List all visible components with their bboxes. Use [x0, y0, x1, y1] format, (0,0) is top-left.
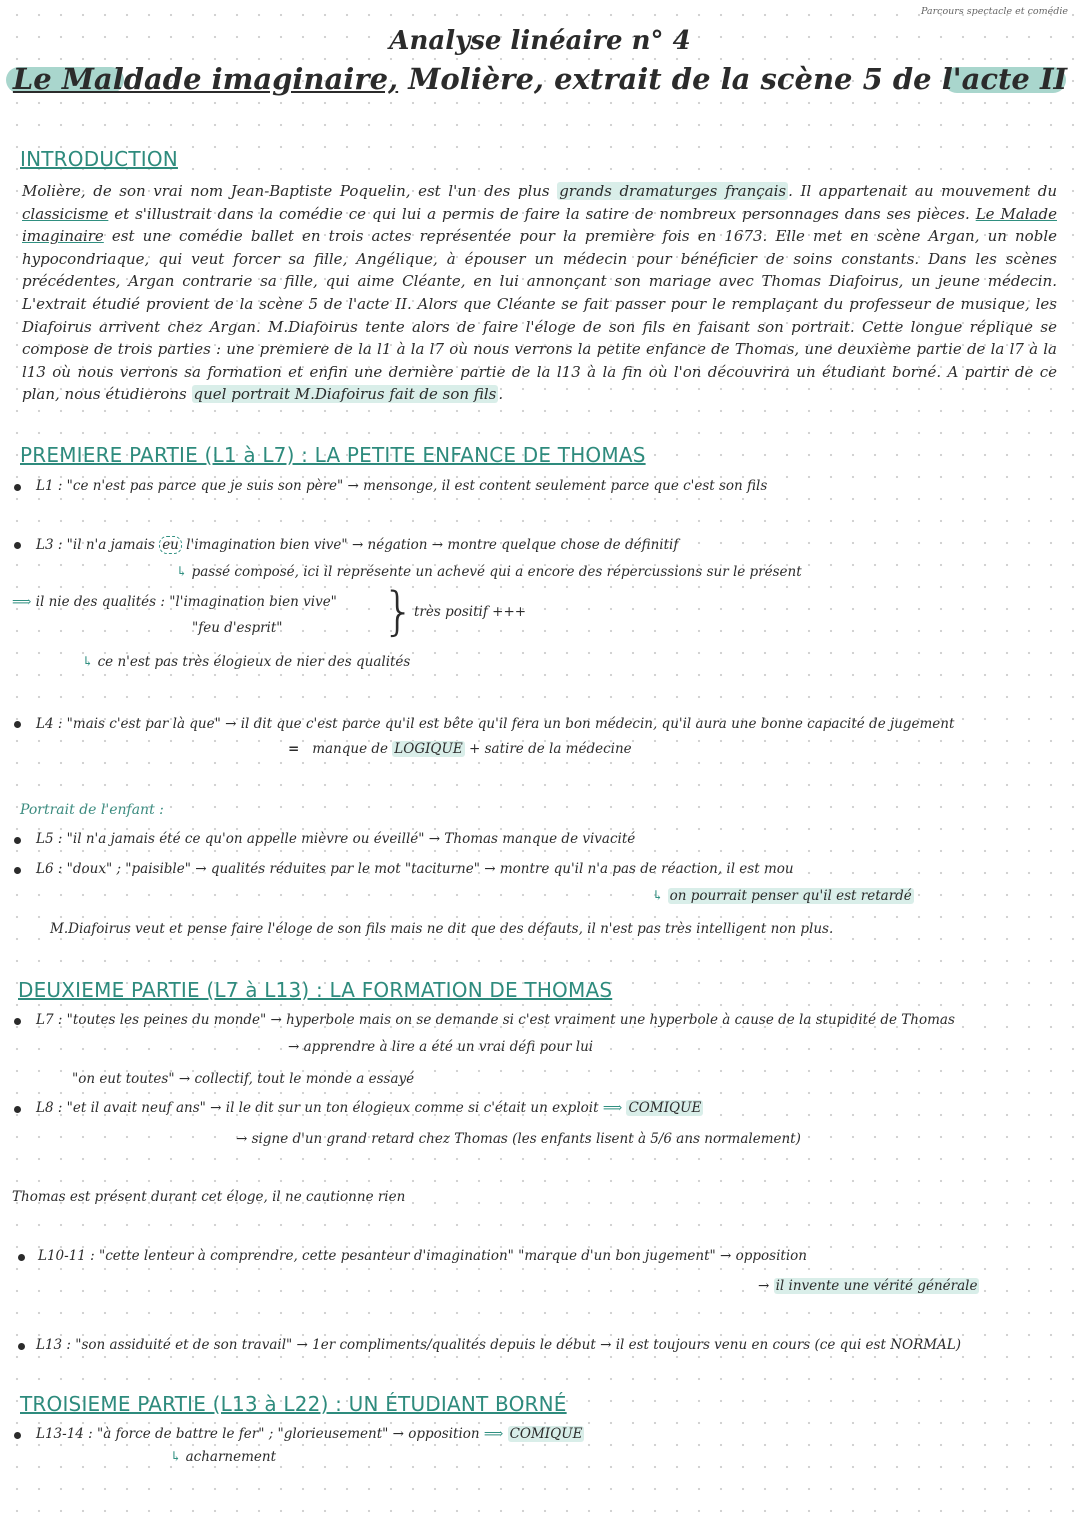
part3-heading: TROISIEME PARTIE (L13 à L22) : UN ÉTUDIANT BORNÉ — [20, 1392, 567, 1416]
intro-paragraph — [22, 180, 1057, 406]
part1-conclusion: M.Diafoirus veut et pense faire l'éloge de son fils mais ne dit que des défauts, il n'est pas très intelligent non plus. — [50, 921, 834, 937]
note: ce n'est pas très élogieux de nier des qualités — [97, 654, 411, 670]
note: il est toujours venu en cours (ce qui est NORMAL) — [615, 1337, 962, 1353]
note: opposition — [735, 1248, 807, 1264]
highlight: on pourrait penser qu'il est retardé — [669, 888, 912, 904]
note: manque de — [312, 741, 393, 757]
part2-l8-line2 — [236, 1131, 801, 1147]
bullet-icon — [14, 721, 21, 728]
double-arrow-icon: ⟹ — [602, 1100, 623, 1116]
bullet-icon — [14, 1432, 21, 1439]
arrow-icon: → — [178, 1071, 191, 1087]
quote: L13 : "son assiduité et de son travail" — [36, 1337, 293, 1353]
quote: L7 : "toutes les peines du monde" — [36, 1012, 267, 1028]
note: hyperbole mais on se demande si c'est vraiment une hyperbole à cause de la stupidité de Thomas — [286, 1012, 955, 1028]
highlight: il invente une vérité générale — [775, 1278, 978, 1294]
part1-nie-positive: très positif +++ — [414, 604, 527, 620]
part1-l6-line — [36, 861, 794, 877]
hook-arrow-icon: ↳ — [170, 1449, 182, 1465]
hook-arrow-icon: ↳ — [652, 888, 664, 904]
note: il dit que c'est parce qu'il est bête qu'il fera un bon médecin, qu'il aura une bonne capacité de jugement — [240, 716, 955, 732]
page-title: Analyse linéaire n° 4 — [389, 26, 691, 56]
note: collectif, tout le monde a essayé — [194, 1071, 415, 1087]
arrow-icon: → — [431, 537, 444, 553]
intro-highlight-2: quel portrait M.Diafoirus fait de son fils — [193, 385, 497, 404]
brace-icon: } — [382, 582, 416, 642]
quote: L3 : "il n'a jamais — [36, 537, 160, 553]
double-arrow-icon: ⟹ — [12, 594, 32, 610]
part2-eut-line — [72, 1071, 414, 1087]
arrow-icon: → — [484, 861, 496, 877]
intro-highlight-1: grands dramaturges français — [559, 182, 787, 200]
subtitle-work: Le Maldade imaginaire, — [12, 62, 399, 96]
note: + satire de la médecine — [464, 741, 632, 757]
note: apprendre à lire a été un vrai défi pour lui — [303, 1039, 594, 1055]
page-subtitle — [0, 62, 1080, 96]
quote: L10-11 : "cette lenteur à comprendre, cette pesanteur d'imagination" "marque d'un bon jugement" — [38, 1248, 716, 1264]
quote: L8 : "et il avait neuf ans" — [36, 1100, 206, 1116]
bullet-icon — [14, 1018, 21, 1025]
arrow-icon: → — [236, 1131, 248, 1147]
bullet-icon — [14, 542, 21, 549]
part1-l3-sub — [176, 564, 802, 580]
part1-l5-line — [36, 831, 635, 847]
intro-underline-1: classicisme — [22, 204, 109, 223]
intro-heading: INTRODUCTION — [20, 147, 178, 171]
quote: "on eut toutes" — [72, 1071, 175, 1087]
intro-text-4: est une comédie ballet en trois actes représentée pour la première fois en 1673. Elle met en scène Argan, un noble hypocondriaque, qui veut forcer sa fille, Angélique, à épouser un médecin pour bénéficier de soins constants. Dans les scènes précédentes, Argan contrarie sa fille, qui aime Cléante, en lui annonçant son mariage avec Thomas Diafoirus, un jeune médecin. L'extrait étudié provient de la scène 5 de l'acte II. Alors que Cléante se fait passer pour le remplaçant du professeur de musique, les Diafoirus arrivent chez Argan. M.Diafoirus tente alors de faire l'éloge de son fils en faisant son portrait. Cette longue réplique se compose de trois parties : une premiere de la l1 à la l7 où nous verrons la petite enfance de Thomas, une deuxième partie de la l7 à la l13 où nous verrons sa formation et enfin une dernière partie de la l13 à la fin où l'on découvrira un étudiant borné. A partir de ce plan, nous étudierons — [22, 227, 1057, 404]
part2-l7-line — [36, 1012, 955, 1028]
intro-text-2: . Il appartenait au mouvement du — [788, 182, 1058, 200]
note: passé composé, ici il représente un achevé qui a encore des répercussions sur le présent — [191, 564, 802, 580]
note: il nie des qualités : "l'imagination bien vive" — [35, 594, 337, 610]
arrow-icon: → — [758, 1278, 770, 1294]
part1-nie-sub — [82, 654, 410, 670]
intro-text-5: . — [498, 385, 504, 404]
arrow-icon: → — [392, 1426, 404, 1442]
note: Thomas manque de vivacité — [444, 831, 636, 847]
highlight: COMIQUE — [628, 1100, 702, 1116]
part1-nie-quote2: "feu d'esprit" — [192, 620, 283, 636]
intro-underline-2: Le Malade imaginaire — [22, 204, 1057, 246]
part1-l4-eq — [288, 741, 632, 757]
part1-nie-line — [12, 594, 337, 610]
part1-l3-line — [36, 537, 678, 553]
arrow-icon: → — [210, 1100, 222, 1116]
highlight: LOGIQUE — [394, 741, 463, 757]
arrow-icon: → — [347, 478, 359, 494]
part2-l7-line2 — [288, 1039, 593, 1055]
note: qualités réduites par le mot "taciturne" — [210, 861, 480, 877]
part1-l6-sub — [652, 888, 914, 904]
quote: L1 : "ce n'est pas parce que je suis son père" — [36, 478, 344, 494]
part2-l8-line — [36, 1100, 703, 1116]
part2-l13-line — [36, 1337, 961, 1353]
quote: L13-14 : "à force de battre le fer" ; "glorieusement" — [36, 1426, 389, 1442]
equals-icon: = — [288, 741, 300, 757]
hook-arrow-icon: ↳ — [176, 564, 188, 580]
part2-present: Thomas est présent durant cet éloge, il ne cautionne rien — [12, 1189, 406, 1205]
note: acharnement — [185, 1449, 277, 1465]
note: montre quelque chose de définitif — [447, 537, 679, 553]
subtitle-rest: Molière, extrait de la scène 5 de l'acte II — [398, 62, 1068, 96]
hook-arrow-icon: ↳ — [82, 654, 94, 670]
bullet-icon — [14, 484, 21, 491]
arrow-icon: → — [288, 1039, 300, 1055]
part1-heading: PREMIERE PARTIE (L1 à L7) : LA PETITE ENFANCE DE THOMAS — [20, 443, 646, 467]
quote: L5 : "il n'a jamais été ce qu'on appelle mièvre ou éveillé" — [36, 831, 425, 847]
part2-l10-line2 — [758, 1278, 979, 1294]
note: montre qu'il n'a pas de réaction, il est mou — [499, 861, 794, 877]
part1-l1-line — [36, 478, 767, 494]
part2-l10-line — [38, 1248, 807, 1264]
bullet-icon — [18, 1254, 25, 1261]
note: 1er compliments/qualités depuis le début — [312, 1337, 596, 1353]
note: il le dit sur un ton élogieux comme si c'était un exploit — [225, 1100, 599, 1116]
arrow-icon: → — [270, 1012, 282, 1028]
part2-heading: DEUXIEME PARTIE (L7 à L13) : LA FORMATION DE THOMAS — [18, 978, 613, 1002]
arrow-icon: → — [600, 1337, 612, 1353]
portrait-heading: Portrait de l'enfant : — [20, 802, 164, 818]
highlight: COMIQUE — [509, 1426, 583, 1442]
intro-text-3: et s'illustrait dans la comédie ce qui lui a permis de faire la satire de nombreux personnages dans ses pièces. — [108, 204, 976, 223]
arrow-icon: → — [296, 1337, 308, 1353]
bullet-icon — [14, 867, 21, 874]
circled-word: eu — [159, 536, 182, 554]
arrow-icon: → — [351, 537, 364, 553]
arrow-icon: → — [195, 861, 207, 877]
arrow-icon: → — [428, 831, 441, 847]
quote: L4 : "mais c'est par là que" — [36, 716, 221, 732]
note: négation — [367, 537, 428, 553]
arrow-icon: → — [225, 716, 237, 732]
double-arrow-icon: ⟹ — [483, 1426, 504, 1442]
bullet-icon — [14, 837, 21, 844]
intro-text-1: Molière, de son vrai nom Jean-Baptiste Poquelin, est l'un des plus — [22, 182, 558, 200]
arrow-icon: → — [720, 1248, 732, 1264]
part3-l13-line — [36, 1426, 584, 1442]
note: signe d'un grand retard chez Thomas (les enfants lisent à 5/6 ans normalement) — [251, 1131, 801, 1147]
note: opposition — [408, 1426, 480, 1442]
course-note: Parcours spectacle et comédie — [920, 6, 1068, 17]
part1-l4-line — [36, 716, 954, 732]
bullet-icon — [14, 1106, 21, 1113]
part3-l13-sub — [170, 1449, 276, 1465]
note: mensonge, il est content seulement parce que c'est son fils — [363, 478, 768, 494]
bullet-icon — [18, 1343, 25, 1350]
quote: L6 : "doux" ; "paisible" — [36, 861, 191, 877]
quote: l'imagination bien vive" — [181, 537, 348, 553]
